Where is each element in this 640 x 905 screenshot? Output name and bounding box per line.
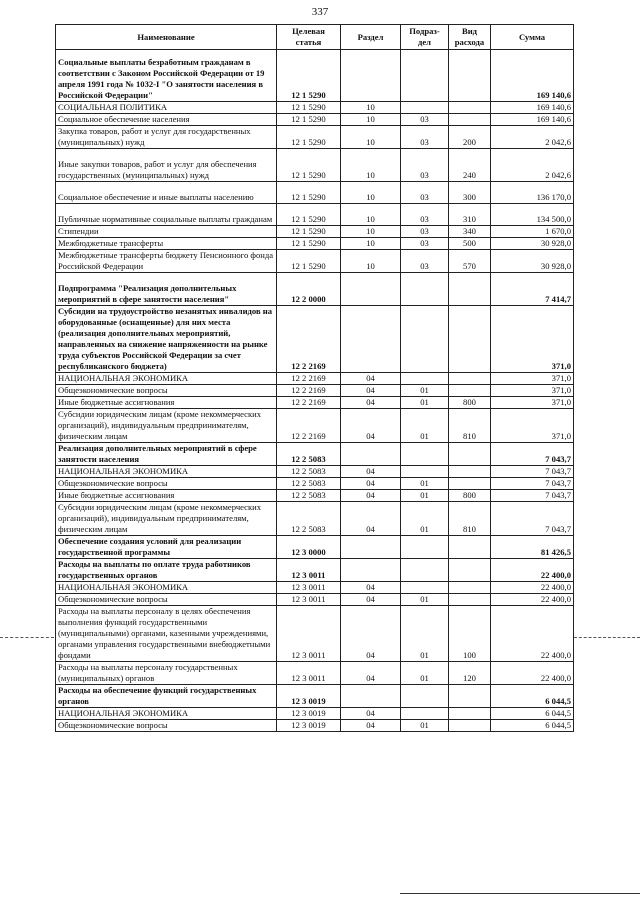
table-row — [56, 478, 574, 490]
row-code: 12 2 5083 — [277, 466, 341, 478]
table-row — [56, 490, 574, 502]
row-subsection — [401, 102, 449, 114]
row-name: Подпрограмма "Реализация дополнительных мероприятий в сфере занятости населения" — [56, 273, 277, 306]
row-name: Иные бюджетные ассигнования — [56, 490, 277, 502]
row-name: Иные закупки товаров, работ и услуг для обеспечения государственных (муниципальных) нужд — [56, 149, 277, 182]
row-code: 12 1 5290 — [277, 226, 341, 238]
row-kind: 800 — [449, 490, 491, 502]
row-kind — [449, 582, 491, 594]
row-sum: 169 140,6 — [491, 102, 574, 114]
table-row — [56, 238, 574, 250]
row-subsection — [401, 443, 449, 466]
row-code: 12 3 0011 — [277, 594, 341, 606]
page-number: 337 — [311, 6, 329, 18]
row-kind: 300 — [449, 182, 491, 204]
row-sum: 30 928,0 — [491, 238, 574, 250]
row-section: 10 — [341, 226, 401, 238]
row-section: 04 — [341, 490, 401, 502]
row-kind — [449, 114, 491, 126]
row-kind — [449, 443, 491, 466]
row-code: 12 1 5290 — [277, 126, 341, 149]
row-kind — [449, 478, 491, 490]
budget-table — [55, 24, 574, 732]
row-code: 12 3 0011 — [277, 582, 341, 594]
table-row — [56, 273, 574, 306]
row-name: Закупка товаров, работ и услуг для государственных (муниципальных) нужд — [56, 126, 277, 149]
row-section — [341, 273, 401, 306]
row-name: Субсидии юридическим лицам (кроме некоммерческих организаций), индивидуальным предпринимателям, физическим лицам — [56, 502, 277, 536]
table-row — [56, 466, 574, 478]
row-section: 04 — [341, 582, 401, 594]
row-sum: 22 400,0 — [491, 559, 574, 582]
row-subsection: 01 — [401, 606, 449, 662]
footer-rule — [400, 893, 640, 894]
table-row — [56, 126, 574, 149]
row-subsection: 01 — [401, 502, 449, 536]
row-kind — [449, 685, 491, 708]
row-section: 04 — [341, 409, 401, 443]
row-kind — [449, 50, 491, 102]
row-name: Общеэкономические вопросы — [56, 720, 277, 732]
row-subsection: 03 — [401, 182, 449, 204]
row-code: 12 3 0011 — [277, 606, 341, 662]
table-row — [56, 536, 574, 559]
row-section: 10 — [341, 250, 401, 273]
row-subsection: 01 — [401, 490, 449, 502]
row-section: 10 — [341, 126, 401, 149]
row-sum: 169 140,6 — [491, 114, 574, 126]
row-subsection: 01 — [401, 397, 449, 409]
row-section: 04 — [341, 466, 401, 478]
row-sum: 6 044,5 — [491, 708, 574, 720]
row-name: Межбюджетные трансферты бюджету Пенсионного фонда Российской Федерации — [56, 250, 277, 273]
row-kind — [449, 466, 491, 478]
row-name: НАЦИОНАЛЬНАЯ ЭКОНОМИКА — [56, 466, 277, 478]
row-sum: 136 170,0 — [491, 182, 574, 204]
row-sum: 371,0 — [491, 373, 574, 385]
row-subsection — [401, 306, 449, 373]
row-sum: 7 043,7 — [491, 443, 574, 466]
row-subsection: 01 — [401, 720, 449, 732]
row-section: 10 — [341, 204, 401, 226]
row-sum: 1 670,0 — [491, 226, 574, 238]
row-subsection — [401, 685, 449, 708]
row-section: 04 — [341, 478, 401, 490]
row-section — [341, 559, 401, 582]
row-sum: 134 500,0 — [491, 204, 574, 226]
row-kind — [449, 273, 491, 306]
row-kind: 810 — [449, 409, 491, 443]
row-code: 12 2 0000 — [277, 273, 341, 306]
row-name: Расходы на выплаты по оплате труда работников государственных органов — [56, 559, 277, 582]
row-kind — [449, 720, 491, 732]
row-subsection: 01 — [401, 662, 449, 685]
table-row — [56, 149, 574, 182]
row-sum: 7 043,7 — [491, 490, 574, 502]
row-sum: 81 426,5 — [491, 536, 574, 559]
row-name: Публичные нормативные социальные выплаты гражданам — [56, 204, 277, 226]
row-name: Иные бюджетные ассигнования — [56, 397, 277, 409]
row-subsection — [401, 373, 449, 385]
row-section: 10 — [341, 182, 401, 204]
row-name: Общеэкономические вопросы — [56, 594, 277, 606]
row-subsection: 03 — [401, 204, 449, 226]
row-name: Стипендии — [56, 226, 277, 238]
row-subsection — [401, 582, 449, 594]
header-sum: Сумма — [491, 25, 574, 50]
row-code: 12 3 0011 — [277, 559, 341, 582]
row-sum: 22 400,0 — [491, 582, 574, 594]
row-sum: 371,0 — [491, 306, 574, 373]
page-fold-line-left — [0, 637, 54, 638]
header-subsection: Подраз-дел — [401, 25, 449, 50]
row-kind: 240 — [449, 149, 491, 182]
row-section: 04 — [341, 373, 401, 385]
row-code: 12 2 5083 — [277, 443, 341, 466]
row-code: 12 2 2169 — [277, 385, 341, 397]
row-subsection: 03 — [401, 126, 449, 149]
row-subsection: 03 — [401, 238, 449, 250]
row-kind — [449, 102, 491, 114]
row-section: 04 — [341, 502, 401, 536]
row-section: 04 — [341, 720, 401, 732]
row-name: Социальное обеспечение и иные выплаты населению — [56, 182, 277, 204]
row-sum: 169 140,6 — [491, 50, 574, 102]
header-code: Целевая статья — [277, 25, 341, 50]
row-sum: 7 043,7 — [491, 478, 574, 490]
row-code: 12 1 5290 — [277, 182, 341, 204]
row-subsection: 03 — [401, 226, 449, 238]
row-kind — [449, 594, 491, 606]
row-section — [341, 306, 401, 373]
row-name: НАЦИОНАЛЬНАЯ ЭКОНОМИКА — [56, 582, 277, 594]
row-subsection: 01 — [401, 594, 449, 606]
row-subsection: 03 — [401, 114, 449, 126]
row-code: 12 1 5290 — [277, 204, 341, 226]
row-subsection: 01 — [401, 385, 449, 397]
table-row — [56, 582, 574, 594]
row-section: 04 — [341, 708, 401, 720]
row-code: 12 3 0019 — [277, 685, 341, 708]
row-section — [341, 50, 401, 102]
table-row — [56, 409, 574, 443]
row-section — [341, 685, 401, 708]
row-subsection — [401, 466, 449, 478]
row-subsection — [401, 50, 449, 102]
row-code: 12 2 5083 — [277, 502, 341, 536]
row-code: 12 1 5290 — [277, 238, 341, 250]
row-name: НАЦИОНАЛЬНАЯ ЭКОНОМИКА — [56, 373, 277, 385]
header-kind: Вид расхода — [449, 25, 491, 50]
table-row — [56, 662, 574, 685]
row-code: 12 2 5083 — [277, 478, 341, 490]
row-kind: 570 — [449, 250, 491, 273]
row-sum: 2 042,6 — [491, 126, 574, 149]
row-kind — [449, 708, 491, 720]
row-name: НАЦИОНАЛЬНАЯ ЭКОНОМИКА — [56, 708, 277, 720]
row-kind: 800 — [449, 397, 491, 409]
row-section: 10 — [341, 238, 401, 250]
row-code: 12 1 5290 — [277, 149, 341, 182]
table-header-row — [56, 25, 574, 50]
header-name: Наименование — [56, 25, 277, 50]
row-kind — [449, 306, 491, 373]
row-kind: 500 — [449, 238, 491, 250]
row-name: Расходы на выплаты персоналу в целях обеспечения выполнения функций государственными (муниципальными) органами, казенными учреждениями, органами управления государственными внебюджетными фондами — [56, 606, 277, 662]
row-sum: 6 044,5 — [491, 720, 574, 732]
row-sum: 371,0 — [491, 385, 574, 397]
table-row — [56, 443, 574, 466]
table-row — [56, 502, 574, 536]
table-row — [56, 102, 574, 114]
row-name: Социальные выплаты безработным гражданам в соответствии с Законом Российской Федерации от 19 апреля 1991 года № 1032-I "О занятости населения в Российской Федерации" — [56, 50, 277, 102]
table-row — [56, 594, 574, 606]
row-code: 12 1 5290 — [277, 250, 341, 273]
row-code: 12 1 5290 — [277, 102, 341, 114]
row-code: 12 2 2169 — [277, 397, 341, 409]
row-sum: 7 414,7 — [491, 273, 574, 306]
row-name: Обеспечение создания условий для реализации государственной программы — [56, 536, 277, 559]
table-row — [56, 50, 574, 102]
table-row — [56, 182, 574, 204]
row-code: 12 3 0000 — [277, 536, 341, 559]
row-kind — [449, 385, 491, 397]
row-subsection — [401, 559, 449, 582]
row-code: 12 2 5083 — [277, 490, 341, 502]
row-section: 04 — [341, 397, 401, 409]
row-code: 12 3 0011 — [277, 662, 341, 685]
row-kind: 810 — [449, 502, 491, 536]
row-sum: 7 043,7 — [491, 502, 574, 536]
row-sum: 371,0 — [491, 397, 574, 409]
table-row — [56, 720, 574, 732]
row-sum: 22 400,0 — [491, 662, 574, 685]
row-sum: 6 044,5 — [491, 685, 574, 708]
row-kind — [449, 373, 491, 385]
row-sum: 22 400,0 — [491, 594, 574, 606]
row-subsection: 03 — [401, 149, 449, 182]
row-kind — [449, 559, 491, 582]
table-row — [56, 114, 574, 126]
row-subsection — [401, 536, 449, 559]
row-section — [341, 443, 401, 466]
table-row — [56, 708, 574, 720]
row-name: Субсидии на трудоустройство незанятых инвалидов на оборудованные (оснащенные) для них места (реализация дополнительных мероприятий, направленных на снижение напряженности на рынке труда субъектов Российской Федерации за счет республиканского бюджета) — [56, 306, 277, 373]
row-section: 04 — [341, 385, 401, 397]
row-sum: 7 043,7 — [491, 466, 574, 478]
row-name: Межбюджетные трансферты — [56, 238, 277, 250]
row-sum: 30 928,0 — [491, 250, 574, 273]
row-sum: 2 042,6 — [491, 149, 574, 182]
row-code: 12 2 2169 — [277, 373, 341, 385]
header-section: Раздел — [341, 25, 401, 50]
row-name: Общеэкономические вопросы — [56, 385, 277, 397]
row-kind: 120 — [449, 662, 491, 685]
row-name: Общеэкономические вопросы — [56, 478, 277, 490]
row-code: 12 3 0019 — [277, 720, 341, 732]
row-code: 12 2 2169 — [277, 306, 341, 373]
row-subsection: 03 — [401, 250, 449, 273]
row-name: Реализация дополнительных мероприятий в сфере занятости населения — [56, 443, 277, 466]
row-section: 04 — [341, 606, 401, 662]
row-name: СОЦИАЛЬНАЯ ПОЛИТИКА — [56, 102, 277, 114]
row-kind: 310 — [449, 204, 491, 226]
row-name: Расходы на выплаты персоналу государственных (муниципальных) органов — [56, 662, 277, 685]
row-kind: 200 — [449, 126, 491, 149]
row-subsection — [401, 273, 449, 306]
table-row — [56, 559, 574, 582]
row-name: Субсидии юридическим лицам (кроме некоммерческих организаций), индивидуальным предпринимателям, физическим лицам — [56, 409, 277, 443]
row-subsection — [401, 708, 449, 720]
table-row — [56, 606, 574, 662]
row-kind: 100 — [449, 606, 491, 662]
row-name: Социальное обеспечение населения — [56, 114, 277, 126]
row-sum: 371,0 — [491, 409, 574, 443]
row-name: Расходы на обеспечение функций государственных органов — [56, 685, 277, 708]
row-subsection: 01 — [401, 409, 449, 443]
row-code: 12 2 2169 — [277, 409, 341, 443]
row-section — [341, 536, 401, 559]
row-sum: 22 400,0 — [491, 606, 574, 662]
row-section: 10 — [341, 102, 401, 114]
row-section: 10 — [341, 149, 401, 182]
table-row — [56, 685, 574, 708]
row-kind — [449, 536, 491, 559]
page-fold-line-right — [574, 637, 640, 638]
table-row — [56, 250, 574, 273]
row-section: 04 — [341, 662, 401, 685]
table-row — [56, 306, 574, 373]
table-row — [56, 397, 574, 409]
row-subsection: 01 — [401, 478, 449, 490]
row-kind: 340 — [449, 226, 491, 238]
table-row — [56, 373, 574, 385]
row-section: 04 — [341, 594, 401, 606]
table-row — [56, 385, 574, 397]
table-row — [56, 226, 574, 238]
row-code: 12 3 0019 — [277, 708, 341, 720]
row-section: 10 — [341, 114, 401, 126]
table-row — [56, 204, 574, 226]
row-code: 12 1 5290 — [277, 114, 341, 126]
row-code: 12 1 5290 — [277, 50, 341, 102]
